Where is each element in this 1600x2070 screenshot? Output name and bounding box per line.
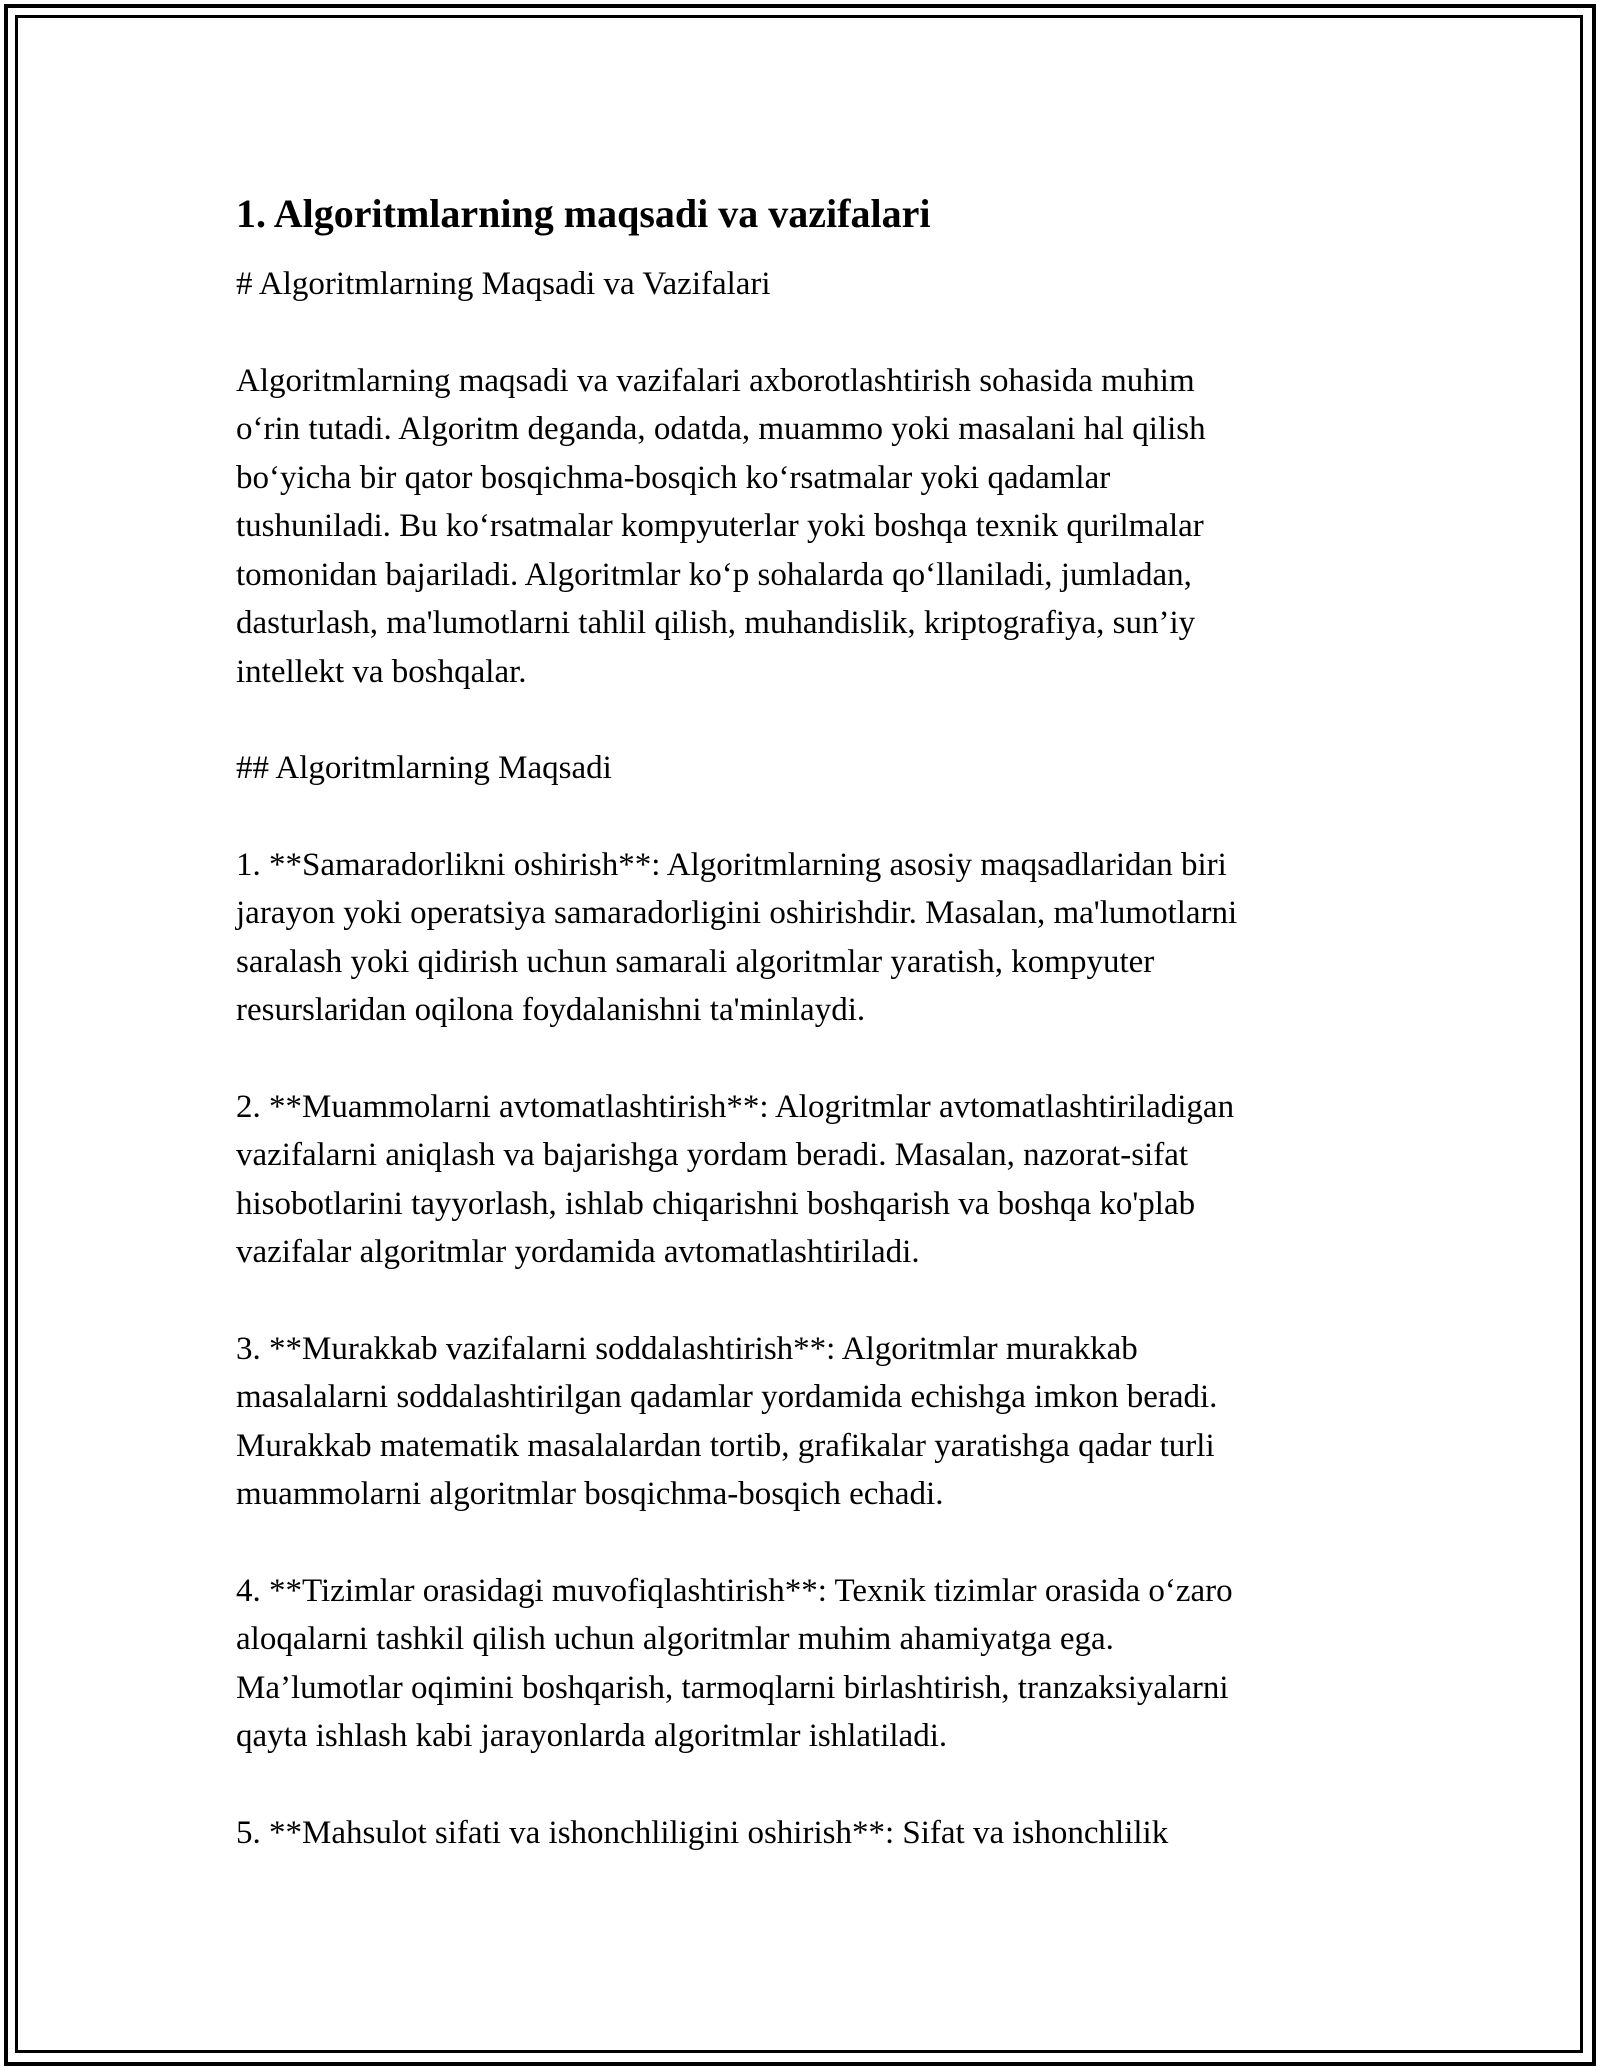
spacer <box>236 248 1376 260</box>
spacer <box>236 1035 1376 1083</box>
document-body <box>236 180 1376 1857</box>
intro-paragraph: Algoritmlarning maqsadi va vazifalari axborotlashtirish sohasida muhim o‘rin tutadi. Algoritm deganda, odatda, muammo yoki masalani hal qilish bo‘yicha bir qator bosqichma-bosqich ko‘rsatmalar yoki qadamlar tushuniladi. Bu ko‘rsatmalar kompyuterlar yoki boshqa texnik qurilmalar tomonidan bajariladi. Algoritmlar ko‘p sohalarda qo‘llaniladi, jumladan, dasturlash, ma'lumotlarni tahlil qilish, muhandislik, kriptografiya, sun’iy intellekt va boshqalar. <box>236 362 1206 690</box>
spacer <box>236 793 1376 841</box>
list-item-sifat: 5. **Mahsulot sifati va ishonchliligini oshirish**: Sifat va ishonchlilik <box>236 1814 1169 1851</box>
spacer <box>236 309 1376 357</box>
spacer <box>236 696 1376 744</box>
markdown-heading: # Algoritmlarning Maqsadi va Vazifalari <box>236 266 771 302</box>
spacer <box>236 1761 1376 1809</box>
document-title: 1. Algoritmlarning maqsadi va vazifalari <box>236 191 931 236</box>
markdown-subheading: ## Algoritmlarning Maqsadi <box>236 750 612 786</box>
list-item-samaradorlik: 1. **Samaradorlikni oshirish**: Algoritmlarning asosiy maqsadlaridan biri jarayon yoki operatsiya samaradorligini oshirishdir. Masalan, ma'lumotlarni saralash yoki qidirish uchun samarali algoritmlar yaratish, kompyuter resurslaridan oqilona foydalanishni ta'minlaydi. <box>236 846 1238 1028</box>
list-item-avtomatlashtirish: 2. **Muammolarni avtomatlashtirish**: Alogritmlar avtomatlashtiriladigan vazifalarni aniqlash va bajarishga yordam beradi. Masalan, nazorat-sifat hisobotlarini tayyorlash, ishlab chiqarishni boshqarish va boshqa ko'plab vazifalar algoritmlar yordamida avtomatlashtiriladi. <box>236 1088 1235 1270</box>
spacer <box>236 1519 1376 1567</box>
spacer <box>236 1277 1376 1325</box>
list-item-soddalashtirish: 3. **Murakkab vazifalarni soddalashtirish**: Algoritmlar murakkab masalalarni soddalashtirilgan qadamlar yordamida echishga imkon beradi. Murakkab matematik masalalardan tortib, grafikalar yaratishga qadar turli muammolarni algoritmlar bosqichma-bosqich echadi. <box>236 1330 1218 1512</box>
list-item-muvofiqlashtirish: 4. **Tizimlar orasidagi muvofiqlashtirish**: Texnik tizimlar orasida o‘zaro aloqalarni tashkil qilish uchun algoritmlar muhim ahamiyatga ega. Ma’lumotlar oqimini boshqarish, tarmoqlarni birlashtirish, tranzaksiyalarni qayta ishlash kabi jarayonlarda algoritmlar ishlatiladi. <box>236 1572 1233 1754</box>
